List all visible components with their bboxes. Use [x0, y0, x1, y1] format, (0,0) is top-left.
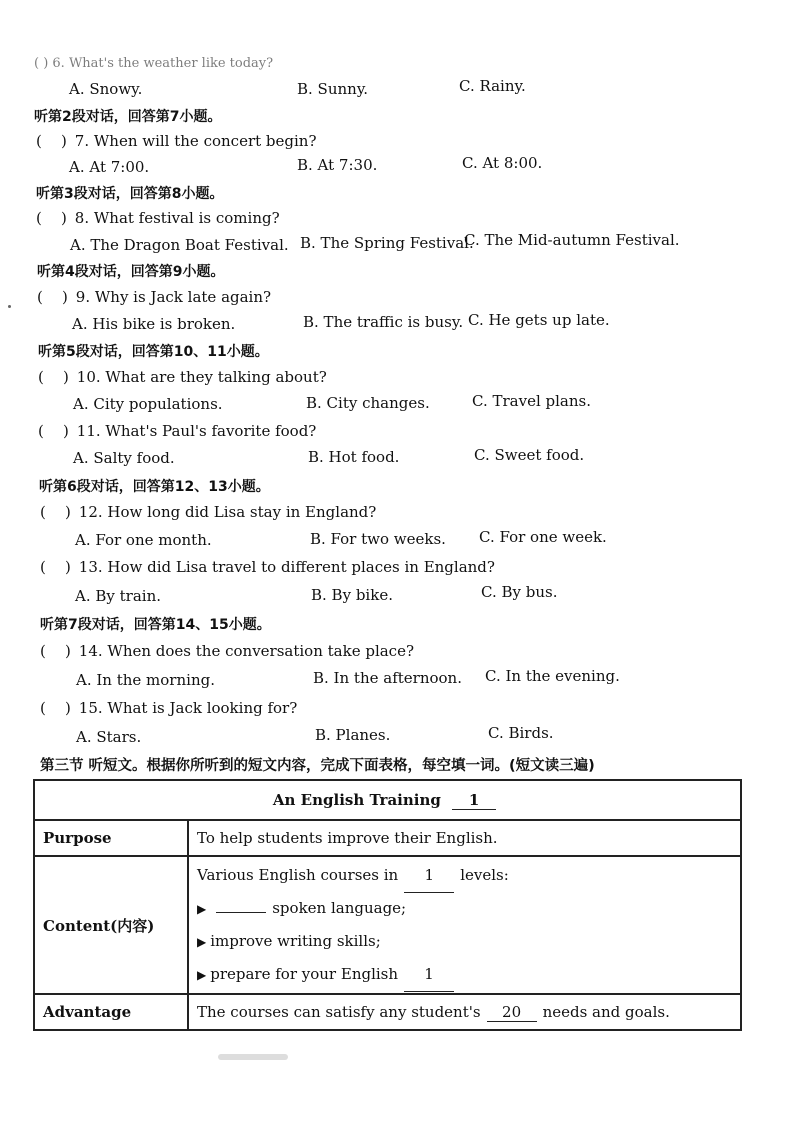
section-instruction-6: 听第6段对话，回答第12、13小题。: [39, 479, 270, 495]
q11-option-c: C. Sweet food.: [474, 446, 585, 464]
q13-option-b: B. By bike.: [311, 586, 393, 604]
table-title-cell: [34, 780, 741, 820]
q12-option-a: A. For one month.: [75, 531, 212, 549]
q7-option-a: A. At 7:00.: [69, 158, 150, 176]
q7-option-c: C. At 8:00.: [462, 154, 543, 172]
q6-option-b: B. Sunny.: [297, 80, 369, 98]
spoken-blank[interactable]: [216, 912, 266, 913]
q15-option-c: C. Birds.: [488, 724, 554, 742]
question-12: ( ) 12. How long did Lisa stay in England?: [40, 503, 377, 521]
section-instruction-2: 听第2段对话，回答第7小题。: [34, 109, 222, 125]
question-11: ( ) 11. What's Paul's favorite food?: [38, 422, 317, 440]
q8-option-b: B. The Spring Festival.: [300, 234, 474, 252]
q11-option-b: B. Hot food.: [308, 448, 400, 466]
content-line-2: ▶ spoken language;: [197, 899, 407, 917]
purpose-text: To help students improve their English.: [188, 820, 741, 856]
q7-option-b: B. At 7:30.: [297, 156, 378, 174]
q6-option-c: C. Rainy.: [459, 77, 526, 95]
content-line-1: Various English courses in 1 levels:: [197, 859, 732, 892]
question-7: ( ) 7. When will the concert begin?: [36, 132, 317, 150]
q9-option-c: C. He gets up late.: [468, 311, 610, 329]
title-blank[interactable]: 1: [452, 791, 496, 810]
scan-smudge: [218, 1054, 288, 1060]
training-table: [33, 779, 742, 1031]
question-9: ( ) 9. Why is Jack late again?: [37, 288, 272, 306]
section-instruction-5: 听第5段对话，回答第10、11小题。: [38, 344, 269, 360]
english-blank[interactable]: 1: [404, 958, 454, 992]
section-3-heading: 第三节 听短文。根据你所听到的短文内容，完成下面表格，每空填一词。(短文读三遍): [40, 758, 595, 774]
advantage-label: Advantage: [34, 994, 188, 1030]
q13-option-c: C. By bus.: [481, 583, 558, 601]
advantage-text: The courses can satisfy any student's 20 needs and goals.: [188, 994, 741, 1030]
arrow-bullet-icon: ▶: [197, 935, 207, 949]
q12-option-b: B. For two weeks.: [310, 530, 446, 548]
q15-option-b: B. Planes.: [315, 726, 391, 744]
question-10: ( ) 10. What are they talking about?: [38, 368, 327, 386]
content-cell: [188, 856, 741, 994]
question-13: ( ) 13. How did Lisa travel to different places in England?: [40, 558, 495, 576]
content-line-3: ▶ improve writing skills;: [197, 932, 381, 950]
arrow-bullet-icon: ▶: [197, 968, 207, 982]
q10-option-a: A. City populations.: [73, 395, 223, 413]
q15-option-a: A. Stars.: [76, 728, 142, 746]
section-instruction-3: 听第3段对话，回答第8小题。: [36, 186, 224, 202]
question-15: ( ) 15. What is Jack looking for?: [40, 699, 298, 717]
q12-option-c: C. For one week.: [479, 528, 607, 546]
q14-option-a: A. In the morning.: [76, 671, 215, 689]
needs-blank[interactable]: 20: [487, 1003, 537, 1022]
q11-option-a: A. Salty food.: [73, 449, 175, 467]
section-instruction-4: 听第4段对话，回答第9小题。: [37, 264, 225, 280]
levels-blank[interactable]: 1: [404, 859, 454, 893]
section-instruction-7: 听第7段对话，回答第14、15小题。: [40, 617, 271, 633]
q10-option-b: B. City changes.: [306, 394, 430, 412]
question-8: ( ) 8. What festival is coming?: [36, 209, 280, 227]
q14-option-b: B. In the afternoon.: [313, 669, 462, 687]
q9-option-b: B. The traffic is busy.: [303, 313, 464, 331]
arrow-bullet-icon: ▶: [197, 902, 207, 916]
q10-option-c: C. Travel plans.: [472, 392, 591, 410]
question-6: ( ) 6. What's the weather like today?: [34, 56, 274, 71]
q8-option-c: C. The Mid-autumn Festival.: [464, 231, 680, 249]
q8-option-a: A. The Dragon Boat Festival.: [70, 236, 289, 254]
q6-option-a: A. Snowy.: [69, 80, 143, 98]
content-line-4: ▶ prepare for your English 1: [197, 958, 732, 991]
purpose-label: Purpose: [34, 820, 188, 856]
content-label: Content(内容): [34, 856, 188, 994]
q13-option-a: A. By train.: [75, 587, 162, 605]
question-14: ( ) 14. When does the conversation take place?: [40, 642, 415, 660]
table-title: An English Training: [272, 790, 441, 809]
q9-option-a: A. His bike is broken.: [72, 315, 236, 333]
scan-speck: [8, 305, 11, 308]
q14-option-c: C. In the evening.: [485, 667, 620, 685]
